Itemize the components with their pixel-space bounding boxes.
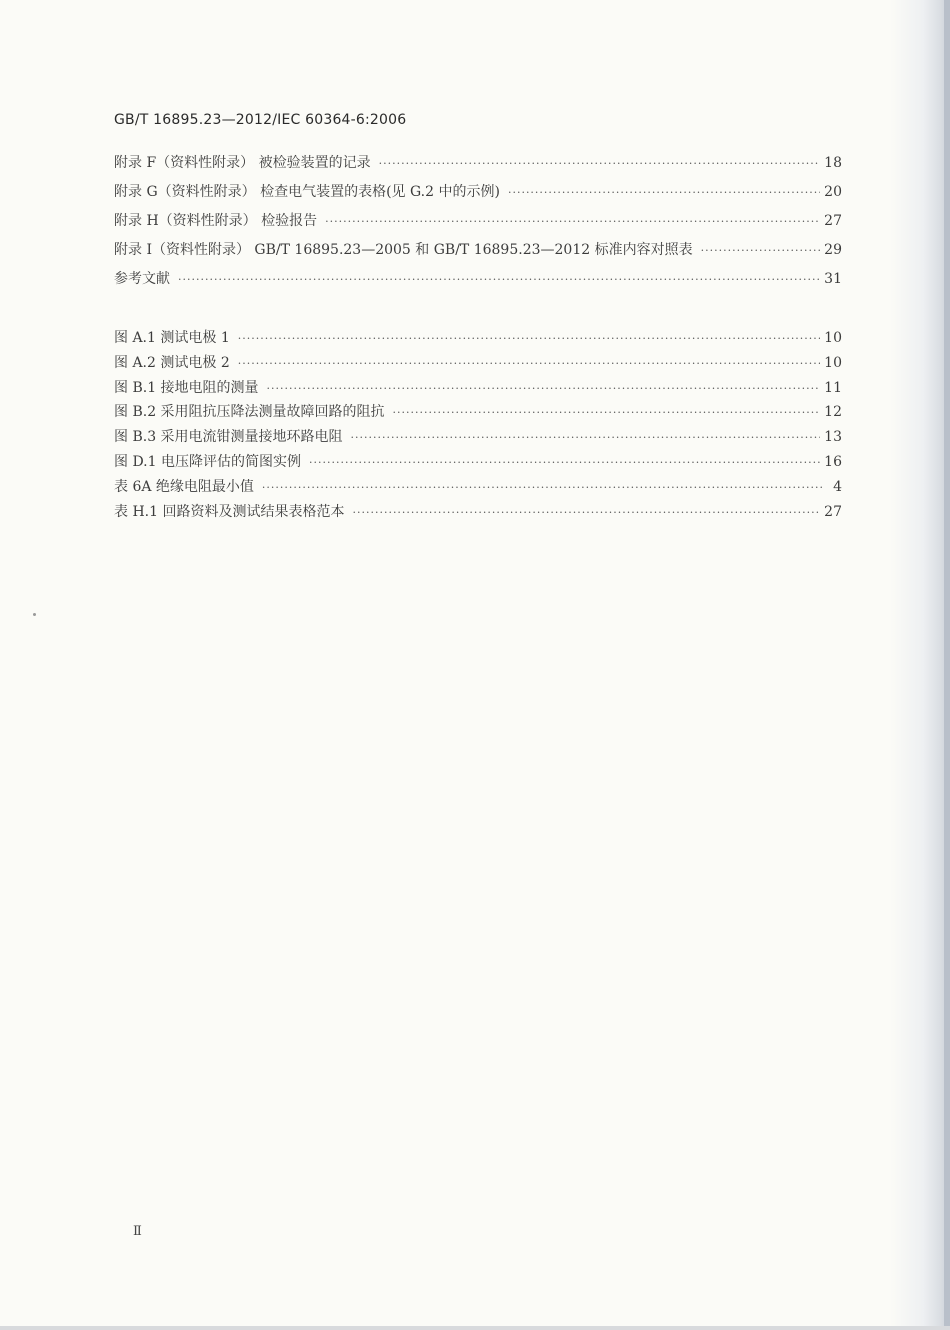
toc-entry-page: 13: [824, 429, 842, 446]
toc-entry[interactable]: [114, 501, 842, 526]
dot-leader: [701, 244, 821, 257]
dot-leader: [238, 332, 820, 345]
toc-entry-label: 图 B.1 接地电阻的测量: [114, 379, 259, 396]
toc-entry[interactable]: [114, 451, 842, 476]
toc-entry-page: 12: [824, 404, 842, 421]
toc-entry-page: 29: [824, 242, 842, 258]
toc-entry-page: 27: [824, 213, 842, 229]
toc-entry-page: 10: [824, 330, 842, 346]
toc-entry-label: 参考文献: [114, 271, 170, 287]
toc-entry-page: 10: [824, 354, 842, 371]
page-number: Ⅱ: [133, 1224, 142, 1239]
dot-leader: [238, 357, 820, 370]
dot-leader: [267, 382, 821, 395]
standard-header: GB/T 16895.23—2012/IEC 60364-6:2006: [114, 112, 407, 128]
page-edge: [944, 0, 950, 1330]
toc-entry-label: 图 D.1 电压降评估的简图实例: [114, 453, 301, 470]
toc-entry-label: 表 H.1 回路资料及测试结果表格范本: [114, 503, 345, 520]
scan-speck: [33, 613, 36, 616]
dot-leader: [262, 481, 824, 494]
toc-entry-page: 27: [824, 503, 842, 520]
toc-entry[interactable]: [114, 327, 842, 352]
dot-leader: [309, 456, 820, 469]
toc-figures-tables: [114, 327, 842, 525]
toc-entry-label: 图 B.3 采用电流钳测量接地环路电阻: [114, 429, 343, 446]
toc-entry-label: 表 6A 绝缘电阻最小值: [114, 478, 254, 495]
dot-leader: [178, 273, 820, 286]
toc-entry[interactable]: [114, 476, 842, 501]
toc-entry[interactable]: [114, 268, 842, 297]
toc-entry-label: 附录 H（资料性附录） 检验报告: [114, 213, 318, 229]
page-edge-shadow: [890, 0, 950, 1330]
dot-leader: [351, 431, 821, 444]
toc-entry[interactable]: [114, 239, 842, 268]
toc-entry-page: 11: [824, 379, 842, 396]
toc-entry-page: 20: [824, 184, 842, 200]
toc-entry[interactable]: [114, 181, 842, 210]
toc-entry-page: 16: [824, 453, 842, 470]
page-bottom-edge: [0, 1326, 950, 1330]
toc-entry-label: 附录 G（资料性附录） 检查电气装置的表格(见 G.2 中的示例): [114, 184, 500, 200]
dot-leader: [379, 157, 821, 170]
toc-entry[interactable]: [114, 210, 842, 239]
dot-leader: [508, 186, 820, 199]
toc-entry-label: 图 A.1 测试电极 1: [114, 330, 230, 346]
toc-entry[interactable]: [114, 401, 842, 426]
toc-entry-page: 31: [824, 271, 842, 287]
toc-entry[interactable]: [114, 152, 842, 181]
toc-annexes: [114, 152, 842, 297]
toc-entry[interactable]: [114, 352, 842, 377]
toc-entry[interactable]: [114, 426, 842, 451]
toc-entry-label: 附录 I（资料性附录） GB/T 16895.23—2005 和 GB/T 16895.23—2012 标准内容对照表: [114, 242, 693, 258]
toc-entry-page: 4: [833, 478, 842, 495]
toc-entry[interactable]: [114, 377, 842, 402]
dot-leader: [325, 215, 820, 228]
dot-leader: [352, 506, 820, 519]
toc-entry-label: 图 B.2 采用阻抗压降法测量故障回路的阻抗: [114, 404, 385, 421]
toc-entry-label: 附录 F（资料性附录） 被检验装置的记录: [114, 155, 371, 171]
toc-entry-label: 图 A.2 测试电极 2: [114, 354, 230, 371]
toc-entry-page: 18: [824, 155, 842, 171]
dot-leader: [393, 406, 821, 419]
